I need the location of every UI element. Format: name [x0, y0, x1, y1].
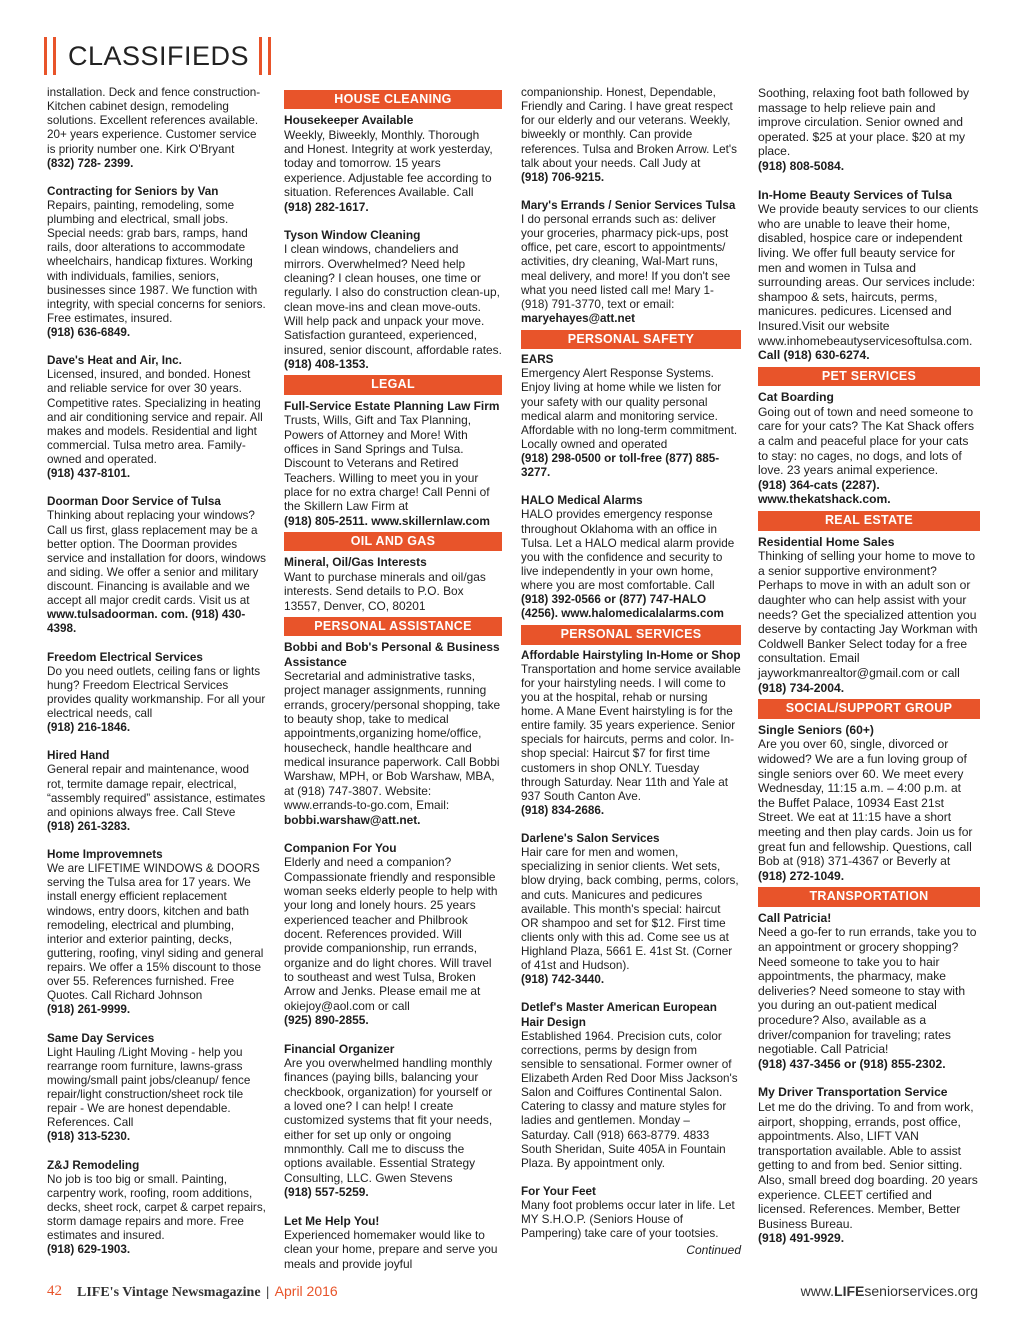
ad-contact: (918) 216-1846.: [47, 721, 131, 735]
classified-ad: [758, 535, 980, 696]
ad-contact: maryehayes@att.net: [521, 311, 636, 325]
classified-ad: [284, 1214, 502, 1271]
header-bar-right-1: [259, 37, 262, 75]
ad-body: Licensed, insured, and bonded. Honest and reliable service for over 30 years. Competitive rates. Specializing in heating and air conditioning service and repair. All makes and models. Residential and light commercial. Tulsa metro area. Family-owned and operated.: [47, 368, 263, 466]
ad-contact: (918) 734-2004.: [758, 680, 845, 695]
ad-body: HALO provides emergency response throughout Oklahoma with an office in Tulsa. Let a HALO medical alarm provide you with the confidence and security to live independently in your own home, where you are most comfortable. Call: [521, 508, 735, 592]
ad-spacer: [47, 637, 267, 651]
ad-title: Bobbi and Bob's Personal & Business Assistance: [284, 640, 500, 669]
classified-ad: [521, 199, 741, 326]
ad-contact: (918) 706-9215.: [521, 170, 605, 184]
classified-ad: [521, 353, 741, 480]
classified-ad: [47, 749, 267, 834]
ad-contact: (925) 890-2855.: [284, 1013, 369, 1028]
section-header: PET SERVICES: [758, 367, 980, 387]
classified-ad: [284, 555, 502, 612]
column-4: [758, 86, 980, 1246]
ad-body: Going out of town and need someone to care for your cats? The Kat Shack offers a calm and peaceful place for your cats to stay: no cages, no dogs, and lots of love. 23 years animal experience.: [758, 404, 975, 478]
section-header: SOCIAL/SUPPORT GROUP: [758, 699, 980, 719]
ad-spacer: [521, 987, 741, 1001]
classified-ad: [47, 86, 267, 171]
ad-title: Mary's Errands / Senior Services Tulsa: [521, 198, 736, 212]
ad-title: Let Me Help You!: [284, 1213, 380, 1228]
ad-title: Cat Boarding: [758, 390, 834, 405]
section-header: PERSONAL SERVICES: [521, 625, 741, 644]
ad-body: Soothing, relaxing foot bath followed by massage to help relieve pain and improve circulation. Senior owned and operated. $25 at your place. $20 at my place.: [758, 86, 970, 159]
ad-body: Want to purchase minerals and oil/gas interests. Send details to P.O. Box 13557, Denver, CO, 80201: [284, 569, 486, 613]
ad-contact: (918) 805-2511. www.skillernlaw.com: [284, 513, 490, 528]
section-header: OIL AND GAS: [284, 532, 502, 551]
ad-body: Repairs, painting, remodeling, some plumbing and electrical, small jobs. Special needs: grab bars, ramps, hand rails, door alterations to accommodate wheelchairs, handicap fixtures. Working with individuals, families, seniors, businesses since 1987. We function with integrity, with special concerns for seniors. Free estimates, insured.: [47, 198, 266, 325]
ad-contact: (918) 392-0566 or (877) 747-HALO (4256). www.halomedicalalarms.com: [521, 593, 724, 621]
ad-body: Do you need outlets, ceiling fans or lights hung? Freedom Electrical Services provides quality workmanship. For all your electrical needs, call: [47, 664, 266, 720]
ad-contact: (918) 808-5084.: [758, 158, 845, 173]
ad-body: We provide beauty services to our clients who are unable to leave their home, disabled, hospice care or independent living. We offer full beauty service for men and women in Tulsa and surrounding areas. Our services include: shampoo & sets, haircuts, perms, manicures. pedicures. Licensed and Insured.Visit our website www.inhomebeautyservicesoftulsa.com.: [758, 202, 979, 348]
ad-spacer: [47, 735, 267, 749]
ad-body: Emergency Alert Response Systems. Enjoy living at home while we listen for your safety with our quality personal medical alarm and monitoring service. Affordable with no long-term commitment. Locally owned and operated: [521, 367, 738, 451]
classified-ad: [284, 113, 502, 214]
ad-spacer: [521, 818, 741, 832]
ad-spacer: [47, 1018, 267, 1032]
ad-body: Elderly and need a companion? Compassionate friendly and responsible woman seeks elderly people to help with your long and lonely hours. 25 years experienced teacher and Philbrook docent. References provided. Will provide companionship, run errands, organize and do light chores. Will travel to southeast and west Tulsa, Broken Arrow and Jenks. Please email me at okiejoy@aol.com or call: [284, 855, 498, 1013]
ad-body: Secretarial and administrative tasks, project manager assignments, running errands, grocery/personal shopping, take to beauty shop, take to medical appointments,organizing home/office, housecheck, handle healthcare and medical insurance paperwork. Call Bobbi Warshaw, MPH, or Bob Warshaw, MBA, at (918) 747-3807. Website: www.errands-to-go.com, Email:: [284, 668, 501, 813]
ad-spacer: [47, 340, 267, 354]
classified-ad: [284, 1042, 502, 1200]
footer-separator: |: [266, 1285, 270, 1300]
ad-title: Hired Hand: [47, 749, 110, 763]
classifieds-header: [44, 36, 277, 76]
ad-title: Contracting for Seniors by Van: [47, 184, 219, 198]
ad-body: No job is too big or small. Painting, carpentry work, roofing, room additions, decks, sheet rock, carpet & carpet repairs, storm damage repairs and more. Free estimates and insured.: [47, 1172, 266, 1243]
ad-title: Tyson Window Cleaning: [284, 227, 421, 242]
classified-ad: [521, 1185, 741, 1242]
ad-contact: (918) 557-5259.: [284, 1185, 369, 1200]
classified-ad: [47, 354, 267, 481]
ad-contact: (918) 408-1353.: [284, 357, 369, 372]
ad-spacer: [521, 480, 741, 494]
ad-contact: bobbi.warshaw@att.net.: [284, 812, 421, 827]
ad-title: Dave's Heat and Air, Inc.: [47, 354, 182, 368]
ad-contact: (918) 629-1903.: [47, 1243, 131, 1257]
page-number: 42: [47, 1283, 62, 1299]
ad-spacer: [284, 827, 502, 841]
ad-spacer: [521, 1171, 741, 1185]
ad-title: Detlef's Master American European Hair Design: [521, 1001, 717, 1029]
publication-name: LIFE's Vintage Newsmagazine: [77, 1285, 261, 1300]
ad-title: EARS: [521, 353, 554, 367]
classified-ad: [758, 911, 980, 1072]
ad-body: Thinking of selling your home to move to a senior supportive environment? Perhaps to move in with an adult son or daughter who can help assist with your needs? Get the specialized attention you deserve by contacting Jay Workman with Coldwell Banker Select today for a free consultation. Email jayworkmanrealtor@gmail.com or call: [758, 549, 978, 680]
ad-spacer: [284, 1028, 502, 1042]
ad-contact: (918) 261-3283.: [47, 819, 131, 833]
ad-contact: (918) 491-9929.: [758, 1231, 845, 1246]
page-footer: [47, 1283, 978, 1303]
ad-title: Housekeeper Available: [284, 113, 414, 128]
classified-ad: [47, 848, 267, 1018]
section-header: PERSONAL ASSISTANCE: [284, 617, 502, 636]
column-1: [47, 86, 267, 1257]
ad-title: Affordable Hairstyling In-Home or Shop: [521, 648, 741, 662]
ad-body: Hair care for men and women, specializing in senior clients. Wet sets, blow drying, back combing, perms, colors, and cuts. Manicures and pedicures available. This month's special: haircut OR shampoo and set for $12. First time clients only with this ad. Come see us at Highland Plaza, 5661 E. 41st St. (Corner of 41st and Hudson).: [521, 846, 739, 973]
ad-title: For Your Feet: [521, 1184, 596, 1198]
ad-spacer: [47, 1145, 267, 1159]
header-bar-left-1: [44, 37, 47, 75]
ad-spacer: [758, 174, 980, 188]
section-title: CLASSIFIEDS: [68, 40, 250, 71]
ad-title: Full-Service Estate Planning Law Firm: [284, 398, 500, 413]
column-2: [284, 86, 502, 1271]
website-suffix: seniorservices.org: [864, 1283, 978, 1299]
section-header: TRANSPORTATION: [758, 887, 980, 907]
ad-body: companionship. Honest, Dependable, Friendly and Caring. I have great respect for our elderly and our veterans. Weekly, biweekly or monthly. Can provide references. Tulsa and Broken Arrow. Let's talk about your needs. Call Judy at: [521, 86, 737, 170]
ad-title: Companion For You: [284, 840, 397, 855]
section-header: HOUSE CLEANING: [284, 90, 502, 109]
classified-ad: [758, 390, 980, 507]
column-3: [521, 86, 741, 1258]
header-bar-left-2: [53, 37, 56, 75]
ad-title: My Driver Transportation Service: [758, 1085, 948, 1100]
classified-ad: [758, 723, 980, 884]
classified-ad: [758, 1085, 980, 1246]
ad-body: Are you overwhelmed handling monthly finances (paying bills, balancing your checkbook, organization) for yourself or a loved one? I can help! I create customized systems that fit your needs, either for set up only or ongoing mnmonthly. Call me to discuss the options available. Essential Strategy Consulting, LLC. Gwen Stevens: [284, 1055, 493, 1185]
ad-contact: Call (918) 630-6274.: [758, 348, 870, 363]
classified-ad: [284, 640, 502, 827]
ad-contact: (832) 728- 2399.: [47, 156, 134, 170]
classified-ad: [521, 86, 741, 185]
ad-spacer: [521, 185, 741, 199]
classified-ad: [521, 494, 741, 621]
ad-title: HALO Medical Alarms: [521, 494, 643, 508]
ad-title: Home Improvemnets: [47, 848, 163, 861]
classified-ad: [284, 399, 502, 528]
header-bar-right-2: [268, 37, 271, 75]
ad-body: Let me do the driving. To and from work, airport, shopping, errands, post office, appointments. Also, LIFT VAN transportation available. Able to assist getting to and from bed. Senior sitting. Also, small breed dog boarding. 20 years experience. CLEET certified and licensed. References. Member, Better Business Bureau.: [758, 1100, 978, 1231]
classified-ad: [521, 832, 741, 987]
section-header: LEGAL: [284, 375, 502, 394]
website-link[interactable]: [801, 1283, 978, 1299]
ad-title: Same Day Services: [47, 1031, 155, 1045]
ad-body: Light Hauling /Light Moving - help you rearrange room furniture, lawns-grass mowing/small paint jobs/cleanup/ fence repair/light construction/sheet rock tile repair - We are honest dependable. References. Call: [47, 1045, 251, 1130]
ad-contact: (918) 298-0500 or toll-free (877) 885-3277.: [521, 452, 720, 480]
ad-spacer: [284, 1200, 502, 1214]
ad-title: Darlene's Salon Services: [521, 832, 660, 845]
classified-ad: [47, 1032, 267, 1145]
classified-ad: [758, 188, 980, 363]
classified-ad: [47, 185, 267, 340]
ad-title: Financial Organizer: [284, 1041, 395, 1056]
ad-body: Trusts, Wills, Gift and Tax Planning, Powers of Attorney and More! With offices in Sand Springs and Tulsa. Discount to Veterans and Retired Teachers. Willing to meet you in your place for no extra charge! Call Penni of the Skillern Law Firm at: [284, 413, 490, 514]
ad-contact: (918) 282-1617.: [284, 199, 369, 214]
ad-contact: www.tulsadoorman. com. (918) 430-4398.: [47, 608, 246, 636]
ad-contact: (918) 272-1049.: [758, 868, 845, 883]
ad-body: Thinking about replacing your windows? Call us first, glass replacement may be a better option. The Doorman provides service and installation for doors, windows and siding. We offer a senior and military discount. Financing is available and we accept all major credit cards. Visit us at: [47, 509, 266, 608]
ad-contact: (918) 742-3440.: [521, 973, 605, 987]
ad-title: Freedom Electrical Services: [47, 650, 203, 664]
issue-date: April 2016: [274, 1283, 338, 1299]
classified-ad: [47, 1159, 267, 1258]
ad-title: Residential Home Sales: [758, 534, 895, 549]
ad-contact: (918) 261-9999.: [47, 1003, 131, 1017]
ad-title: Doorman Door Service of Tulsa: [47, 495, 221, 509]
ad-body: Are you over 60, single, divorced or widowed? We are a fun loving group of single seniors over 60. We meet every Wednesday, 11:15 a.m. – 4:00 p.m. at the Buffet Palace, 10934 East 21st Street. We eat at 11:15 have a short meeting and then play cards. Join us for great fun and fellowship. Questions, call Bob at (918) 371-4367 or Beverly at: [758, 737, 973, 869]
ad-body: installation. Deck and fence construction- Kitchen cabinet design, remodeling solutions. Excellent references available. 20+ years experience. Customer service is priority number one. Kirk O'Bryant: [47, 86, 261, 156]
ad-body: Need a go-fer to run errands, take you to an appointment or grocery shopping? Need someone to take you to hair appointments, the pharmacy, make deliveries? Need someone to stay with you during an out-patient medical procedure? Also, available as a driver/companion for traveling; rates negotiable. Call Patricia!: [758, 925, 977, 1057]
classified-ad: [284, 841, 502, 1028]
ad-body: I do personal errands such as: deliver your groceries, pharmacy pick-ups, post office, pet care, escort to appointments/ activities, dry cleaning, Wal-Mart runs, meal delivery, and more! If you don't see what you need listed call me! Mary 1-(918) 791-3770, text or email:: [521, 213, 731, 311]
ad-body: Established 1964. Precision cuts, color corrections, perms by design from sensible to sensational. Former owner of Elizabeth Arden Red Door Miss Jackson's Salon and Coiffures Continental Salon. Catering to classy and mature styles for ladies and gentlemen. Monday – Saturday. Call (918) 663-8779. 4833 South Sheridan, Suite 405A in Fountain Plaza. By appointment only.: [521, 1029, 738, 1170]
classified-ad: [521, 1001, 741, 1171]
classified-ad: [284, 228, 502, 372]
ad-spacer: [47, 834, 267, 848]
ad-contact: (918) 834-2686.: [521, 803, 605, 817]
ad-body: Transportation and home service available for your hairstyling needs. I will come to you at the hospital, rehab or nursing home. A Mane Event hairstyling is for the entire family. 35 years experience. Senior specials for haircuts, perms and color. In-shop special: Haircut $7 for first time customers in shop ONLY. Tuesday through Saturday. Near 11th and Yale at 937 South Canton Ave.: [521, 662, 741, 803]
section-header: PERSONAL SAFETY: [521, 330, 741, 349]
ad-body: Weekly, Biweekly, Monthly. Thorough and Honest. Integrity at work yesterday, today and tomorrow. 15 years experience. Adjustable fee according to situation. References Available. Call: [284, 127, 493, 200]
ad-body: General repair and maintenance, wood rot, termite damage repair, electrical, “assembly required” assistance, estimates and opinions always free. Call Steve: [47, 763, 266, 819]
ad-contact: (918) 313-5230.: [47, 1130, 131, 1144]
ad-contact: (918) 636-6849.: [47, 326, 131, 339]
classified-ad: [758, 86, 980, 174]
ad-spacer: [47, 171, 267, 185]
ad-title: Call Patricia!: [758, 910, 832, 925]
ad-spacer: [758, 1071, 980, 1085]
ad-body: I clean windows, chandeliers and mirrors. Overwhelmed? Need help cleaning? I clean houses, one time or regularly. I also do construction clean-up, clean move-ins and clean move-outs. Will help pack and unpack your move. Satisfaction guranteed, experienced, insured, senior discount, affordable rates.: [284, 242, 502, 357]
classified-ad: [47, 495, 267, 636]
ad-spacer: [284, 214, 502, 228]
website-prefix: www.: [800, 1283, 835, 1299]
publication-info: [77, 1283, 338, 1301]
ad-title: Mineral, Oil/Gas Interests: [284, 555, 427, 570]
website-brand: LIFE: [834, 1283, 865, 1299]
ad-body: We are LIFETIME WINDOWS & DOORS serving the Tulsa area for 17 years. We install energy efficient replacement windows, entry doors, kitchen and bath remodeling, electrical and plumbing, interior and exterior painting, decks, guttering, roofing, vinyl siding and general repairs. We offer a 15% discount to those over 55. References furnished. Free Quotes. Call Richard Johnson: [47, 862, 264, 1003]
ad-spacer: [47, 481, 267, 495]
ad-title: In-Home Beauty Services of Tulsa: [758, 187, 953, 202]
ad-title: Z&J Remodeling: [47, 1158, 140, 1172]
classified-ad: [521, 649, 741, 819]
ad-contact: (918) 437-8101.: [47, 467, 131, 481]
ad-title: Single Seniors (60+): [758, 722, 874, 737]
ad-body: Experienced homemaker would like to clean your home, prepare and serve you meals and provide joyful: [284, 1227, 498, 1271]
ad-contact: (918) 364-cats (2287). www.thekatshack.com.: [758, 477, 891, 507]
classified-ad: [47, 651, 267, 736]
section-header: REAL ESTATE: [758, 511, 980, 531]
ad-contact: (918) 437-3456 or (918) 855-2302.: [758, 1056, 946, 1071]
continued-note: Continued: [686, 1243, 741, 1258]
ad-body: Many foot problems occur later in life. Let MY S.H.O.P. (Seniors House of Pampering) take care of your tootsies.: [521, 1199, 735, 1241]
